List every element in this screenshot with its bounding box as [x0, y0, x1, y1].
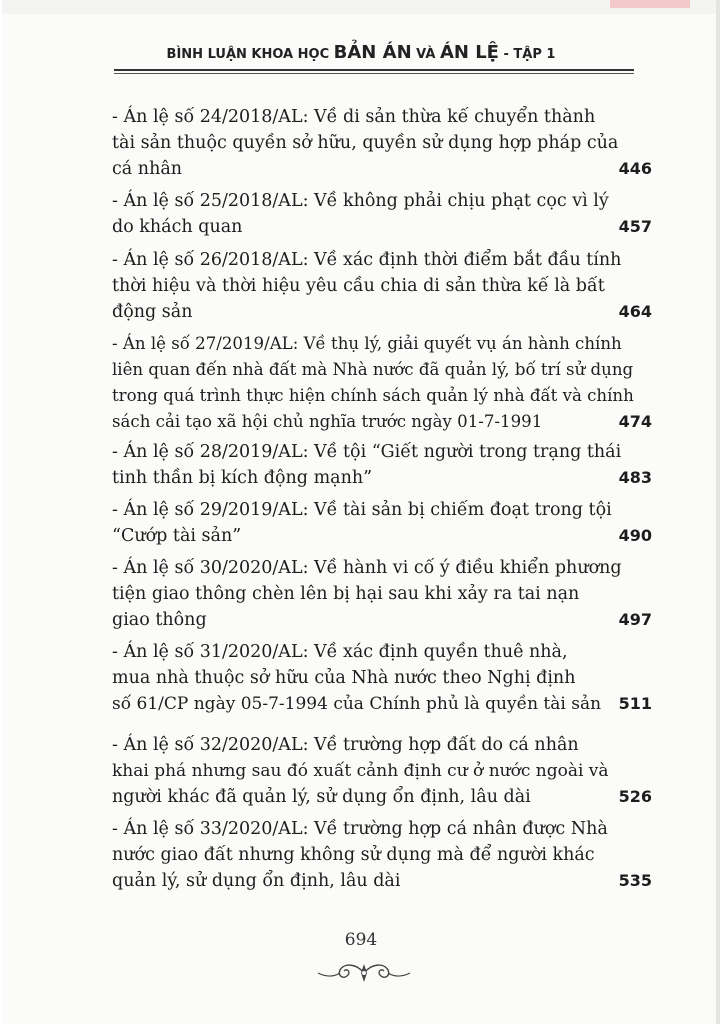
toc-entry-line: nước giao đất nhưng không sử dụng mà để người khác	[112, 845, 595, 865]
toc-entry-line: “Cướp tài sản”	[112, 526, 242, 546]
toc-page-number: 535	[618, 871, 652, 890]
header-rule	[114, 69, 634, 71]
toc-entry-line: giao thông	[112, 610, 207, 630]
toc-entry-line: sách cải tạo xã hội chủ nghĩa trước ngày 01-7-1991	[112, 412, 543, 431]
toc-entry	[112, 439, 652, 491]
toc-page-number: 464	[618, 302, 652, 321]
toc-entry-line: do khách quan	[112, 217, 243, 237]
toc-entry-line: - Án lệ số 33/2020/AL: Về trường hợp cá nhân được Nhà	[112, 819, 608, 839]
page-top-edge	[2, 0, 720, 14]
toc-entry	[112, 555, 652, 633]
toc-entry-line: - Án lệ số 31/2020/AL: Về xác định quyền thuê nhà,	[112, 642, 568, 662]
toc-entry-line: tài sản thuộc quyền sở hữu, quyền sử dụng hợp pháp của	[112, 133, 619, 153]
toc-page-number: 483	[618, 468, 652, 487]
toc-entry	[112, 497, 652, 549]
toc-entry-line: - Án lệ số 32/2020/AL: Về trường hợp đất do cá nhân	[112, 735, 579, 755]
toc-entry-line: tinh thần bị kích động mạnh”	[112, 468, 373, 488]
toc-entry-line: trong quá trình thực hiện chính sách quản lý nhà đất và chính	[112, 386, 634, 405]
toc-entry-line: tiện giao thông chèn lên bị hại sau khi xảy ra tai nạn	[112, 584, 580, 604]
page-folio: 694	[344, 930, 378, 950]
toc-page-number: 457	[618, 217, 652, 236]
toc-entry-line: - Án lệ số 25/2018/AL: Về không phải chịu phạt cọc vì lý	[112, 191, 609, 211]
toc-entry-line: - Án lệ số 29/2019/AL: Về tài sản bị chiếm đoạt trong tội	[112, 500, 612, 520]
toc-page-number: 474	[618, 412, 652, 431]
toc-page-number: 497	[618, 610, 652, 629]
toc-entry	[112, 247, 652, 325]
toc-entry-line: quản lý, sử dụng ổn định, lâu dài	[112, 871, 401, 891]
toc-entry	[112, 732, 652, 810]
header-big-1: BẢN ÁN	[333, 42, 412, 63]
flourish-ornament-icon	[314, 958, 414, 988]
toc-entry	[112, 188, 652, 240]
toc-entry-line: - Án lệ số 24/2018/AL: Về di sản thừa kế chuyển thành	[112, 107, 596, 127]
page-edge	[716, 0, 720, 1024]
toc-entry	[112, 104, 652, 182]
toc-page-number: 511	[618, 694, 652, 713]
toc-entry	[112, 639, 652, 717]
header-big-2: ÁN LỆ	[439, 42, 499, 63]
toc-entry-line: liên quan đến nhà đất mà Nhà nước đã quản lý, bố trí sử dụng	[112, 360, 634, 379]
toc-entry-line: thời hiệu và thời hiệu yêu cầu chia di sản thừa kế là bất	[112, 276, 605, 296]
toc-page-number: 490	[618, 526, 652, 545]
header-mid: VÀ	[416, 47, 436, 62]
red-tab	[610, 0, 690, 8]
header-rule-thin	[114, 73, 634, 74]
toc-entry-line: người khác đã quản lý, sử dụng ổn định, lâu dài	[112, 787, 531, 807]
toc-entry-line: - Án lệ số 28/2019/AL: Về tội “Giết người trong trạng thái	[112, 442, 622, 462]
toc-entry	[112, 816, 652, 894]
toc-entry-line: - Án lệ số 30/2020/AL: Về hành vi cố ý điều khiển phương	[112, 558, 622, 578]
header-prefix: BÌNH LUẬN KHOA HỌC	[166, 47, 330, 62]
toc-entry-line: mua nhà thuộc sở hữu của Nhà nước theo Nghị định	[112, 668, 576, 688]
book-page	[2, 0, 720, 1024]
header-suffix: - TẬP 1	[503, 47, 556, 62]
toc-page-number: 446	[618, 159, 652, 178]
running-header	[2, 42, 720, 66]
toc-entry	[112, 331, 652, 435]
toc-entry-line: động sản	[112, 302, 193, 322]
toc-entry-line: số 61/CP ngày 05-7-1994 của Chính phủ là quyền tài sản	[112, 694, 602, 714]
toc-page-number: 526	[618, 787, 652, 806]
toc-entry-line: - Án lệ số 26/2018/AL: Về xác định thời điểm bắt đầu tính	[112, 250, 622, 270]
toc-entry-line: khai phá nhưng sau đó xuất cảnh định cư ở nước ngoài và	[112, 761, 609, 781]
toc-entry-line: - Án lệ số 27/2019/AL: Về thụ lý, giải quyết vụ án hành chính	[112, 334, 622, 353]
toc-entry-line: cá nhân	[112, 159, 183, 179]
